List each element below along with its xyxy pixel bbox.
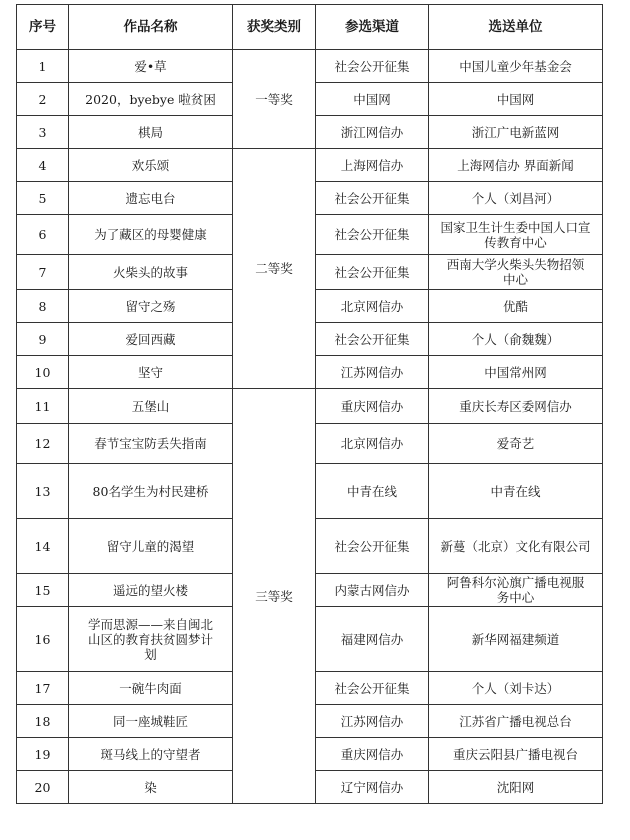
entry-channel: 江苏网信办 [316,356,429,389]
entry-channel: 社会公开征集 [316,182,429,215]
entry-channel: 社会公开征集 [316,323,429,356]
work-title: 同一座城鞋匠 [69,705,233,738]
submitting-unit: 浙江广电新蓝网 [429,116,603,149]
work-title: 一碗牛肉面 [69,672,233,705]
entry-channel: 社会公开征集 [316,50,429,83]
work-title: 为了藏区的母婴健康 [69,215,233,255]
table-row [17,149,603,182]
row-number: 2 [17,83,69,116]
table-row [17,389,603,424]
header-unit: 选送单位 [429,5,603,50]
work-title: 欢乐颂 [69,149,233,182]
row-number: 10 [17,356,69,389]
header-row [17,5,603,50]
entry-channel: 社会公开征集 [316,519,429,574]
work-title: 遗忘电台 [69,182,233,215]
submitting-unit: 中国儿童少年基金会 [429,50,603,83]
submitting-unit: 重庆云阳县广播电视台 [429,738,603,771]
submitting-unit: 阿鲁科尔沁旗广播电视服务中心 [429,574,603,607]
entry-channel: 浙江网信办 [316,116,429,149]
row-number: 1 [17,50,69,83]
header-no: 序号 [17,5,69,50]
work-title: 春节宝宝防丢失指南 [69,424,233,464]
header-title: 作品名称 [69,5,233,50]
award-category: 一等奖 [233,50,316,149]
entry-channel: 中国网 [316,83,429,116]
row-number: 17 [17,672,69,705]
work-title: 爱•草 [69,50,233,83]
submitting-unit: 优酷 [429,290,603,323]
submitting-unit: 中青在线 [429,464,603,519]
work-title: 棋局 [69,116,233,149]
row-number: 20 [17,771,69,804]
submitting-unit: 新蔓（北京）文化有限公司 [429,519,603,574]
submitting-unit: 爱奇艺 [429,424,603,464]
awards-table [16,4,603,804]
entry-channel: 北京网信办 [316,424,429,464]
entry-channel: 上海网信办 [316,149,429,182]
row-number: 19 [17,738,69,771]
work-title: 五堡山 [69,389,233,424]
entry-channel: 辽宁网信办 [316,771,429,804]
work-title: 火柴头的故事 [69,255,233,290]
work-title: 染 [69,771,233,804]
submitting-unit: 重庆长寿区委网信办 [429,389,603,424]
work-title: 80名学生为村民建桥 [69,464,233,519]
submitting-unit: 中国常州网 [429,356,603,389]
row-number: 11 [17,389,69,424]
submitting-unit: 西南大学火柴头失物招领中心 [429,255,603,290]
header-award: 获奖类别 [233,5,316,50]
award-category: 二等奖 [233,149,316,389]
submitting-unit: 个人（俞魏魏） [429,323,603,356]
row-number: 9 [17,323,69,356]
submitting-unit: 中国网 [429,83,603,116]
submitting-unit: 个人（刘昌河） [429,182,603,215]
entry-channel: 福建网信办 [316,607,429,672]
award-category: 三等奖 [233,389,316,804]
submitting-unit: 江苏省广播电视总台 [429,705,603,738]
table-row [17,50,603,83]
row-number: 6 [17,215,69,255]
row-number: 4 [17,149,69,182]
submitting-unit: 个人（刘卡达） [429,672,603,705]
row-number: 8 [17,290,69,323]
submitting-unit: 上海网信办 界面新闻 [429,149,603,182]
entry-channel: 社会公开征集 [316,255,429,290]
entry-channel: 内蒙古网信办 [316,574,429,607]
row-number: 13 [17,464,69,519]
row-number: 5 [17,182,69,215]
work-title: 学而思源——来自闽北山区的教育扶贫圆梦计划 [69,607,233,672]
submitting-unit: 新华网福建频道 [429,607,603,672]
entry-channel: 中青在线 [316,464,429,519]
work-title: 2020，byebye 啦贫困 [69,83,233,116]
entry-channel: 社会公开征集 [316,215,429,255]
header-channel: 参选渠道 [316,5,429,50]
entry-channel: 重庆网信办 [316,738,429,771]
work-title: 坚守 [69,356,233,389]
row-number: 18 [17,705,69,738]
row-number: 7 [17,255,69,290]
row-number: 14 [17,519,69,574]
row-number: 12 [17,424,69,464]
entry-channel: 北京网信办 [316,290,429,323]
work-title: 留守儿童的渴望 [69,519,233,574]
row-number: 15 [17,574,69,607]
work-title: 遥远的望火楼 [69,574,233,607]
work-title: 爱回西藏 [69,323,233,356]
row-number: 3 [17,116,69,149]
entry-channel: 重庆网信办 [316,389,429,424]
submitting-unit: 国家卫生计生委中国人口宣传教育中心 [429,215,603,255]
work-title: 留守之殇 [69,290,233,323]
submitting-unit: 沈阳网 [429,771,603,804]
entry-channel: 江苏网信办 [316,705,429,738]
work-title: 斑马线上的守望者 [69,738,233,771]
entry-channel: 社会公开征集 [316,672,429,705]
row-number: 16 [17,607,69,672]
